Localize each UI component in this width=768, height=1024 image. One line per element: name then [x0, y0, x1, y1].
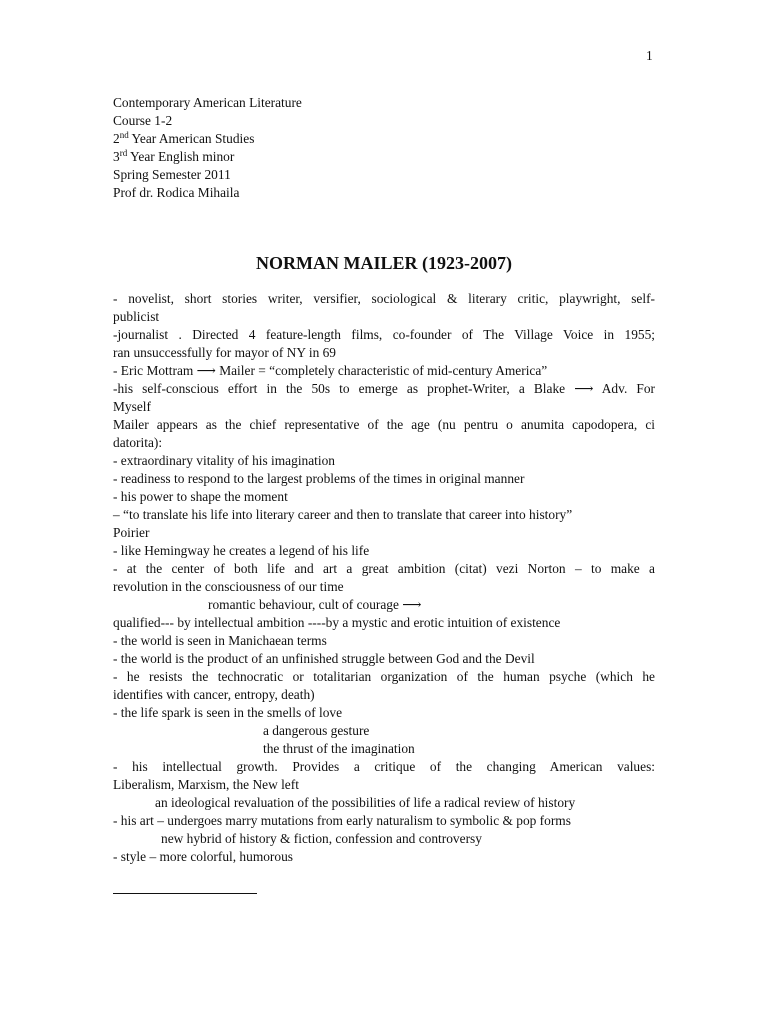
text-line: -journalist . Directed 4 feature-length films, co-founder of The Village Voice in 1955; — [113, 327, 655, 342]
text-line: - style – more colorful, humorous — [113, 849, 293, 864]
text-line: - the world is seen in Manichaean terms — [113, 633, 327, 648]
text-line: - the life spark is seen in the smells of love — [113, 705, 343, 720]
text-line: identifies with cancer, entropy, death) — [113, 687, 315, 702]
semester: Spring Semester 2011 — [113, 167, 231, 182]
text-line: romantic behaviour, cult of courage ⟶ — [208, 597, 422, 612]
text-line: - readiness to respond to the largest problems of the times in original manner — [113, 471, 525, 486]
text-line: - his art – undergoes marry mutations from early naturalism to symbolic & pop forms — [113, 813, 571, 828]
text-line: Poirier — [113, 525, 150, 540]
footnote-separator — [113, 893, 257, 894]
text-line: – “to translate his life into literary career and then to translate that career into history” — [113, 507, 573, 522]
text-line: Mailer appears as the chief representative of the age (nu pentru o anumita capodopera, ci — [113, 417, 655, 432]
page-title: NORMAN MAILER (1923-2007) — [256, 253, 512, 273]
text-line: - Eric Mottram ⟶ Mailer = “completely characteristic of mid-century America” — [113, 363, 548, 378]
text-line: - his intellectual growth. Provides a critique of the changing American values: — [113, 759, 655, 774]
text-line: new hybrid of history & fiction, confession and controversy — [161, 831, 482, 846]
text-line: publicist — [113, 309, 160, 324]
text-line: ran unsuccessfully for mayor of NY in 69 — [113, 345, 336, 360]
text-line: -his self-conscious effort in the 50s to emerge as prophet-Writer, a Blake ⟶ Adv. For — [113, 381, 655, 396]
professor: Prof dr. Rodica Mihaila — [113, 185, 240, 200]
page-number: 1 — [646, 48, 653, 63]
text-line: an ideological revaluation of the possibilities of life a radical review of history — [155, 795, 576, 810]
text-line: qualified--- by intellectual ambition ----by a mystic and erotic intuition of existence — [113, 615, 561, 630]
text-line: datorita): — [113, 435, 163, 450]
text-line: revolution in the consciousness of our time — [113, 579, 344, 594]
text-line: the thrust of the imagination — [263, 741, 415, 756]
year-line-american-studies: 2nd Year American Studies — [113, 130, 255, 146]
text-line: - at the center of both life and art a great ambition (citat) vezi Norton – to make a — [113, 561, 655, 576]
text-line: Liberalism, Marxism, the New left — [113, 777, 299, 792]
text-line: - novelist, short stories writer, versifier, sociological & literary critic, playwright, self- — [113, 291, 655, 306]
text-line: a dangerous gesture — [263, 723, 370, 738]
body-text — [113, 290, 655, 866]
text-line: - extraordinary vitality of his imagination — [113, 453, 336, 468]
text-line: - he resists the technocratic or totalitarian organization of the human psyche (which he — [113, 669, 655, 684]
course-header — [113, 94, 302, 202]
text-line: - the world is the product of an unfinished struggle between God and the Devil — [113, 651, 535, 666]
text-line: Myself — [113, 399, 151, 414]
text-line: - his power to shape the moment — [113, 489, 288, 504]
year-line-english-minor: 3rd Year English minor — [113, 148, 235, 164]
course-title: Contemporary American Literature — [113, 95, 302, 110]
course-code: Course 1-2 — [113, 113, 173, 128]
text-line: - like Hemingway he creates a legend of his life — [113, 543, 370, 558]
